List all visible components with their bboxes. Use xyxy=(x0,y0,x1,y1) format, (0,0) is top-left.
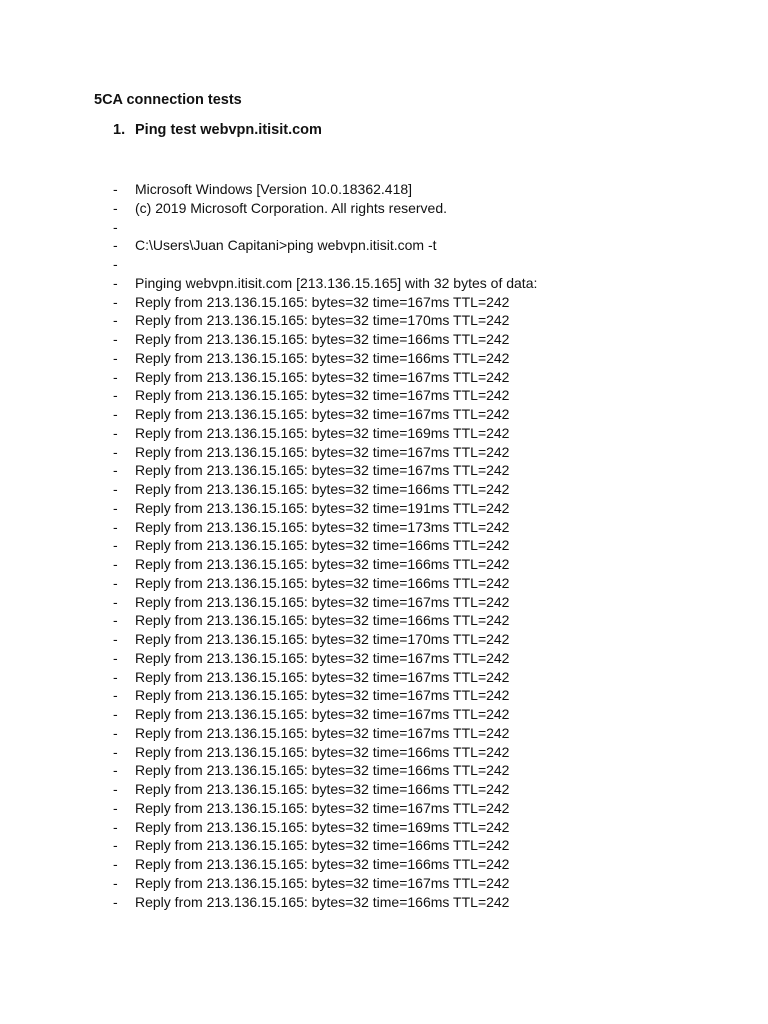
list-item-text: Reply from 213.136.15.165: bytes=32 time=166ms TTL=242 xyxy=(135,556,510,572)
list-item-text: Reply from 213.136.15.165: bytes=32 time=167ms TTL=242 xyxy=(135,443,510,460)
list-item-text: Reply from 213.136.15.165: bytes=32 time=166ms TTL=242 xyxy=(135,574,510,591)
bullet-dash: - xyxy=(113,687,118,704)
list-item-text: Reply from 213.136.15.165: bytes=32 time=167ms TTL=242 xyxy=(135,293,510,310)
bullet-dash: - xyxy=(113,556,118,572)
bullet-dash: - xyxy=(113,368,118,385)
list-item-text: Reply from 213.136.15.165: bytes=32 time=166ms TTL=242 xyxy=(135,781,510,797)
bullet-dash: - xyxy=(113,256,118,272)
bullet-dash: - xyxy=(113,481,118,497)
bullet-dash: - xyxy=(113,537,118,554)
bullet-dash: - xyxy=(113,443,118,460)
list-item-text: (c) 2019 Microsoft Corporation. All rights reserved. xyxy=(135,199,448,216)
bullet-dash: - xyxy=(113,781,118,797)
bullet-dash: - xyxy=(113,237,118,254)
list-item-text: Reply from 213.136.15.165: bytes=32 time=167ms TTL=242 xyxy=(135,799,510,816)
list-item-text: Reply from 213.136.15.165: bytes=32 time=167ms TTL=242 xyxy=(135,668,510,685)
list-item-text: Reply from 213.136.15.165: bytes=32 time=166ms TTL=242 xyxy=(135,537,510,554)
bullet-dash: - xyxy=(113,406,118,422)
list-item-text: Reply from 213.136.15.165: bytes=32 time=166ms TTL=242 xyxy=(135,837,510,854)
list-item-text: Reply from 213.136.15.165: bytes=32 time=191ms TTL=242 xyxy=(135,499,510,516)
bullet-dash: - xyxy=(113,649,118,666)
bullet-dash: - xyxy=(113,387,118,404)
bullet-dash: - xyxy=(113,218,118,235)
bullet-dash: - xyxy=(113,462,118,479)
list-item-text: Reply from 213.136.15.165: bytes=32 time=169ms TTL=242 xyxy=(135,424,510,441)
list-item-text: Reply from 213.136.15.165: bytes=32 time=167ms TTL=242 xyxy=(135,649,510,666)
bullet-dash: - xyxy=(113,874,118,891)
list-item-text: Reply from 213.136.15.165: bytes=32 time=166ms TTL=242 xyxy=(135,331,510,347)
section-number: 1. xyxy=(113,122,126,138)
bullet-dash: - xyxy=(113,312,118,329)
bullet-dash: - xyxy=(113,799,118,816)
bullet-dash: - xyxy=(113,893,118,910)
list-item-text: Reply from 213.136.15.165: bytes=32 time=167ms TTL=242 xyxy=(135,593,510,610)
bullet-dash: - xyxy=(113,706,118,722)
list-item-text: Reply from 213.136.15.165: bytes=32 time=167ms TTL=242 xyxy=(135,687,510,704)
bullet-dash: - xyxy=(113,424,118,441)
list-item-text: Reply from 213.136.15.165: bytes=32 time=166ms TTL=242 xyxy=(135,856,510,872)
list-item-text: Reply from 213.136.15.165: bytes=32 time=167ms TTL=242 xyxy=(135,462,510,479)
bullet-dash: - xyxy=(113,274,118,291)
list-item-text: Reply from 213.136.15.165: bytes=32 time=166ms TTL=242 xyxy=(135,612,510,629)
list-item-text: Reply from 213.136.15.165: bytes=32 time=169ms TTL=242 xyxy=(135,818,510,835)
bullet-dash: - xyxy=(113,856,118,872)
document-title: 5CA connection tests xyxy=(94,92,242,108)
list-item-text: Reply from 213.136.15.165: bytes=32 time=170ms TTL=242 xyxy=(135,312,510,329)
list-item-text: Reply from 213.136.15.165: bytes=32 time=166ms TTL=242 xyxy=(135,762,510,779)
bullet-dash: - xyxy=(113,837,118,854)
bullet-dash: - xyxy=(113,762,118,779)
list-item-text: Reply from 213.136.15.165: bytes=32 time=166ms TTL=242 xyxy=(135,481,510,497)
list-item-text: Reply from 213.136.15.165: bytes=32 time=167ms TTL=242 xyxy=(135,874,510,891)
bullet-dash: - xyxy=(113,631,118,647)
bullet-dash: - xyxy=(113,612,118,629)
bullet-dash: - xyxy=(113,743,118,760)
bullet-dash: - xyxy=(113,593,118,610)
list-item-text: Reply from 213.136.15.165: bytes=32 time=167ms TTL=242 xyxy=(135,387,510,404)
list-item-text: Pinging webvpn.itisit.com [213.136.15.165] with 32 bytes of data: xyxy=(135,274,538,291)
list-item-text: Microsoft Windows [Version 10.0.18362.418] xyxy=(135,181,413,197)
bullet-dash: - xyxy=(113,518,118,535)
list-item-text: Reply from 213.136.15.165: bytes=32 time=166ms TTL=242 xyxy=(135,349,510,366)
list-item-text: Reply from 213.136.15.165: bytes=32 time=167ms TTL=242 xyxy=(135,406,510,422)
bullet-dash: - xyxy=(113,181,118,197)
list-item-text: Reply from 213.136.15.165: bytes=32 time=167ms TTL=242 xyxy=(135,706,510,722)
bullet-dash: - xyxy=(113,293,118,310)
bullet-dash: - xyxy=(113,499,118,516)
bullet-dash: - xyxy=(113,199,118,216)
list-item-text: Reply from 213.136.15.165: bytes=32 time=173ms TTL=242 xyxy=(135,518,510,535)
bullet-dash: - xyxy=(113,574,118,591)
list-item-text: C:\Users\Juan Capitani>ping webvpn.itisit.com -t xyxy=(135,237,437,254)
list-item-text: Reply from 213.136.15.165: bytes=32 time=166ms TTL=242 xyxy=(135,743,510,760)
section-heading-text: Ping test webvpn.itisit.com xyxy=(135,122,322,138)
bullet-dash: - xyxy=(113,331,118,347)
list-item-text: Reply from 213.136.15.165: bytes=32 time=166ms TTL=242 xyxy=(135,893,510,910)
list-item-text: Reply from 213.136.15.165: bytes=32 time=167ms TTL=242 xyxy=(135,368,510,385)
bullet-dash: - xyxy=(113,724,118,741)
section-heading xyxy=(113,122,322,138)
list-item-text: Reply from 213.136.15.165: bytes=32 time=170ms TTL=242 xyxy=(135,631,510,647)
bullet-dash: - xyxy=(113,818,118,835)
list-item-text: Reply from 213.136.15.165: bytes=32 time=167ms TTL=242 xyxy=(135,724,510,741)
bullet-dash: - xyxy=(113,349,118,366)
bullet-dash: - xyxy=(113,668,118,685)
